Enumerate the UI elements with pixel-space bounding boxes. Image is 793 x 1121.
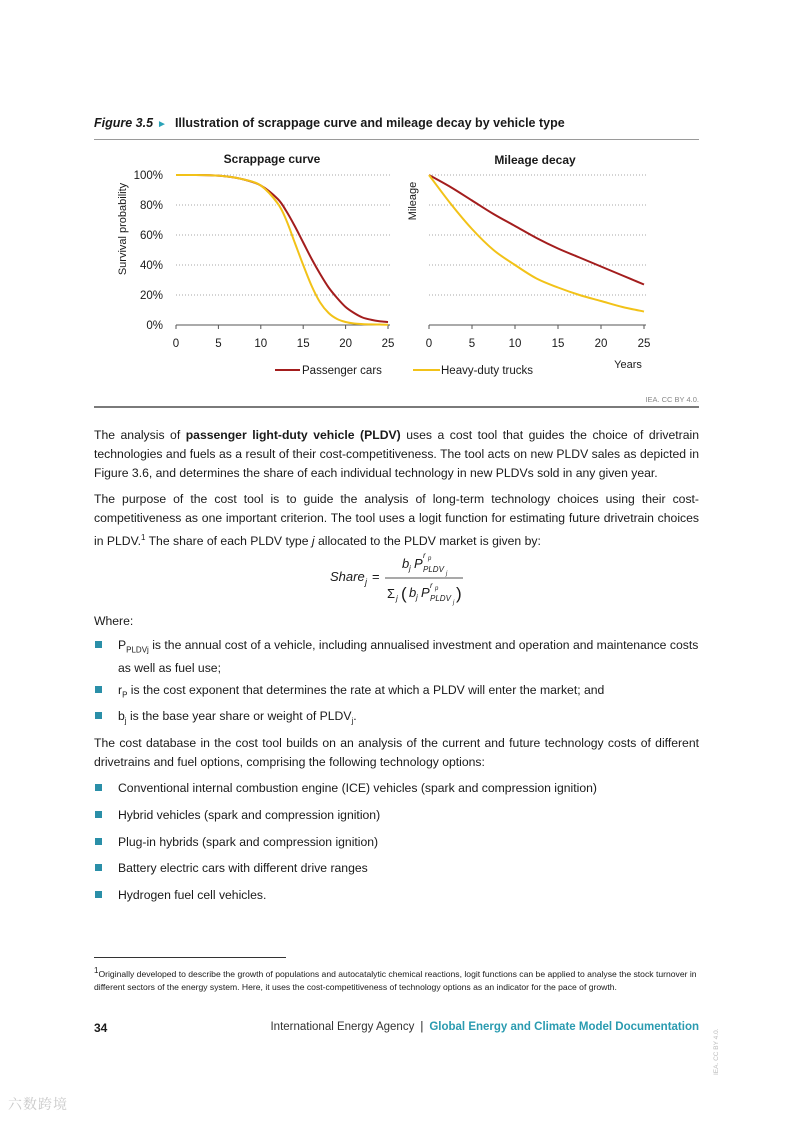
- formula-num-r: r: [423, 551, 426, 560]
- tech-item-text: Battery electric cars with different drive ranges: [118, 861, 368, 875]
- footer-doc-title: Global Energy and Climate Model Documentation: [429, 1021, 699, 1033]
- where-label: Where:: [94, 614, 134, 628]
- where-item-sym: b: [118, 709, 125, 723]
- where-item-tail-sub: j: [351, 716, 354, 726]
- figure-charts: [0, 140, 793, 390]
- left-x-tick-label: 10: [254, 338, 268, 350]
- formula-equals: =: [372, 569, 380, 584]
- footnote: [94, 964, 699, 994]
- left-y-tick-label: 0%: [146, 320, 163, 332]
- bullet-square-icon: [95, 686, 102, 693]
- bullet-square-icon: [95, 784, 102, 791]
- formula-den-p: p: [435, 586, 439, 592]
- figure-heading: [94, 116, 565, 130]
- footnote-ref[interactable]: 1: [140, 533, 146, 542]
- where-item-cost-text: [118, 636, 699, 678]
- formula-lhs-sub: j: [365, 577, 367, 587]
- formula-den-pldv: PLDV: [430, 594, 451, 603]
- paragraph-2-mid: The share of each PLDV type: [145, 534, 312, 549]
- tech-item-text: Plug-in hybrids (spark and compression ignition): [118, 835, 379, 849]
- formula-den-lparen: (: [401, 584, 407, 603]
- bullet-square-icon: [95, 864, 102, 871]
- where-item-desc: is the annual cost of a vehicle, including annualised investment and operation and maintenance costs as well as fuel use;: [118, 638, 699, 676]
- chart-right-ylabel: Mileage: [407, 181, 419, 221]
- paragraph-2-pre: The purpose of the cost tool is to guide the analysis of long-term technology choices using their cost-competitiveness as one important criterion. The tool uses a logit function for estimating future drivetrain choices in PLDV.: [94, 492, 699, 549]
- right-x-tick-label: 15: [551, 338, 565, 350]
- left-series-heavy-duty-trucks: [176, 175, 388, 325]
- left-x-tick-label: 20: [339, 338, 352, 350]
- left-y-tick-label: 20%: [139, 290, 163, 302]
- page-number: 34: [94, 1021, 108, 1035]
- bullet-square-icon: [95, 712, 102, 719]
- figure-bottom-rule: [94, 406, 699, 408]
- right-x-tick-label: 5: [468, 338, 476, 350]
- formula-num-pldv: PLDV: [423, 565, 444, 574]
- bullet-square-icon: [95, 838, 102, 845]
- legend-label-cars: Passenger cars: [302, 365, 382, 377]
- formula-num-pldv-sub: j: [446, 571, 448, 577]
- figure-credit: IEA. CC BY 4.0.: [645, 395, 699, 404]
- figure-title: Illustration of scrappage curve and mileage decay by vehicle type: [174, 116, 565, 130]
- where-item-tail: .: [353, 709, 357, 723]
- paragraph-1: [94, 426, 699, 483]
- footnote-rule: [94, 957, 286, 958]
- tech-item-text: Hybrid vehicles (spark and compression ignition): [118, 808, 381, 822]
- formula-den-b: b: [409, 585, 417, 600]
- left-x-tick-label: 5: [215, 338, 222, 350]
- left-series-passenger-cars: [176, 175, 388, 322]
- formula-den-P: P: [421, 585, 430, 600]
- figure-number: Figure 3.5: [94, 116, 154, 130]
- left-y-tick-label: 60%: [139, 230, 163, 242]
- formula-den-b-sub: j: [416, 593, 418, 602]
- chart-left-title: Scrappage curve: [223, 152, 321, 166]
- where-item-sym: P: [118, 638, 127, 652]
- bullet-square-icon: [95, 891, 102, 898]
- logit-formula: [0, 548, 793, 608]
- right-series-heavy-duty-trucks: [429, 175, 644, 312]
- right-x-tick-label: 0: [425, 338, 433, 350]
- footer-separator: |: [420, 1021, 424, 1033]
- left-x-tick-label: 15: [296, 338, 310, 350]
- formula-den-r: r: [430, 581, 433, 590]
- formula-num-p: p: [428, 556, 432, 562]
- formula-den-rparen: ): [456, 584, 462, 603]
- paragraph-2-var: j: [311, 534, 315, 549]
- left-x-tick-label: 25: [381, 338, 395, 350]
- footer-doc-line: [270, 1021, 699, 1033]
- where-item-desc: is the base year share or weight of PLDV: [126, 709, 352, 723]
- right-x-tick-label: 10: [508, 338, 522, 350]
- formula-num-b-sub: j: [409, 564, 411, 573]
- formula-den-pldv-sub: j: [453, 600, 455, 606]
- chart-right-xlabel: Years: [614, 359, 642, 371]
- where-item-sub: P: [122, 690, 128, 700]
- chart-left-ylabel: Survival probability: [117, 182, 129, 276]
- watermark: 六数跨境: [8, 1096, 68, 1112]
- legend-label-trucks: Heavy-duty trucks: [441, 365, 534, 377]
- paragraph-2-post: allocated to the PLDV market is given by:: [314, 534, 541, 549]
- left-y-tick-label: 80%: [139, 200, 163, 212]
- right-x-tick-label: 20: [594, 338, 608, 350]
- where-item-share-text: [118, 707, 699, 730]
- tech-item-text: Conventional internal combustion engine (ICE) vehicles (spark and compression ignition): [118, 781, 597, 795]
- where-item-sub: j: [124, 716, 127, 726]
- paragraph-1-bold: passenger light-duty vehicle (PLDV): [185, 428, 401, 442]
- formula-den-sum-sub: j: [396, 594, 398, 603]
- footnote-mark: 1: [94, 966, 99, 975]
- formula-num-b: b: [402, 556, 410, 571]
- chart-left-plot: [134, 170, 395, 350]
- where-item-desc: is the cost exponent that determines the rate at which a PLDV will enter the market; and: [127, 683, 605, 697]
- where-item-exponent-text: [118, 681, 699, 704]
- left-x-tick-label: 0: [172, 338, 180, 350]
- footer-agency: International Energy Agency: [270, 1021, 415, 1033]
- right-x-tick-label: 25: [637, 338, 651, 350]
- paragraph-1-post: uses a cost tool that guides the choice of drivetrain technologies and fuels as a result of their cost-competitiveness. The tool acts on new PLDV sales as depicted in Figure 3.6, and determines the share of each individual technology in new PLDVs sold in any given year.: [94, 428, 699, 480]
- chart-right-plot: [426, 175, 651, 350]
- left-y-tick-label: 40%: [139, 260, 163, 272]
- formula-lhs: Share: [330, 569, 365, 584]
- side-credit: IEA. CC BY 4.0.: [713, 1028, 720, 1075]
- footnote-text: Originally developed to describe the growth of populations and autocatalytic chemical reactions, logit functions can be applied to analyse the stock turnover in different sectors of the energy system. Here, it uses the cost-competitiveness of technology options as an indicator for the pace of growth.: [94, 968, 697, 992]
- triangle-arrow-icon: ►: [157, 119, 167, 130]
- paragraph-2: [94, 490, 699, 551]
- formula-num-P: P: [414, 556, 423, 571]
- left-y-tick-label: 100%: [133, 170, 163, 182]
- chart-right-title: Mileage decay: [494, 153, 576, 167]
- where-item-sub: PLDVj: [126, 645, 149, 655]
- bullet-square-icon: [95, 811, 102, 818]
- paragraph-1-pre: The analysis of: [94, 428, 186, 442]
- formula-den-sum: Σ: [387, 586, 396, 601]
- paragraph-3: The cost database in the cost tool builds on an analysis of the current and future technology costs of different drivetrains and fuel options, comprising the following technology options:: [94, 736, 699, 769]
- tech-item-text: Hydrogen fuel cell vehicles.: [118, 888, 267, 902]
- where-item-sym: r: [118, 683, 123, 697]
- right-series-passenger-cars: [429, 175, 644, 285]
- bullet-square-icon: [95, 641, 102, 648]
